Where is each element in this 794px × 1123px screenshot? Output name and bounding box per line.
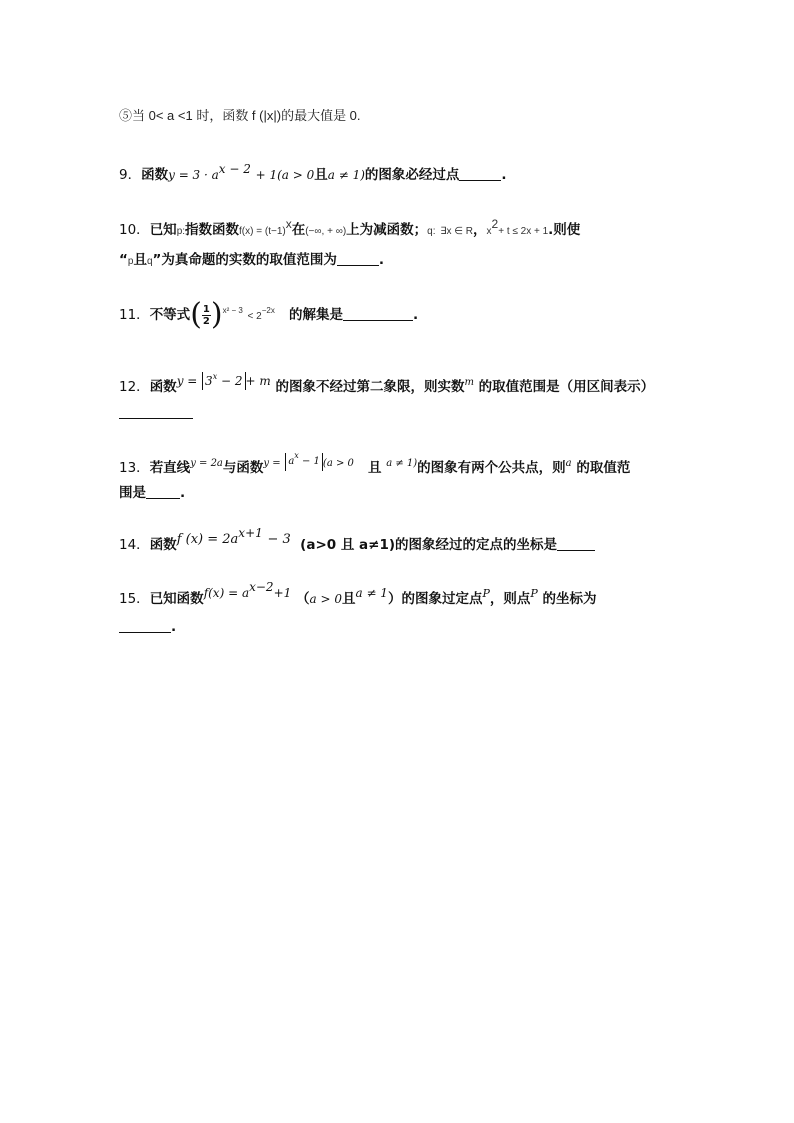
statement-5-text: ⑤当 0< a <1 时，函数 f (|x|)的最大值是 0. xyxy=(119,108,361,123)
q9-formula2: + 1(a > 0 xyxy=(255,168,315,182)
q13-and: 且 xyxy=(368,460,382,476)
q10-text3: 上为减函数； xyxy=(346,222,428,238)
q10-end: . xyxy=(378,252,385,268)
q10-text4: .则使 xyxy=(548,222,581,238)
q10-text2: 在 xyxy=(291,222,306,238)
question-15-line2 xyxy=(119,618,176,636)
q10-q: q xyxy=(146,256,153,267)
q13-end: . xyxy=(180,485,186,501)
right-paren: ) xyxy=(210,297,223,332)
q13-cond: (a > 0 xyxy=(322,458,354,469)
q12-absolute xyxy=(202,372,245,390)
q12-y: y = xyxy=(176,374,198,388)
question-number: 13． xyxy=(119,460,150,476)
q15-P2: P xyxy=(530,587,538,600)
q15-cond-a: a > 0 xyxy=(309,592,342,606)
q11-exponent: x² − 3 xyxy=(222,306,243,315)
q13-cond2: a ≠ 1) xyxy=(386,458,418,469)
q11-pre: 不等式 xyxy=(149,307,191,323)
q15-function: f(x) = a xyxy=(203,586,250,600)
question-12-line2 xyxy=(119,404,193,422)
q11-exponent2: −2x xyxy=(261,306,275,315)
q13-absolute xyxy=(285,453,323,471)
left-paren: ( xyxy=(190,297,202,332)
question-11 xyxy=(119,297,419,332)
answer-blank[interactable] xyxy=(146,486,180,499)
q13-post: 的图象有两个公共点，则 xyxy=(417,460,566,476)
q13-abs-base: a xyxy=(288,456,295,467)
q10-pre: 已知 xyxy=(149,222,177,238)
answer-blank[interactable] xyxy=(119,406,193,419)
q10-p: p xyxy=(127,256,134,267)
fraction-numerator: 1 xyxy=(202,303,210,315)
q12-post: 的图象不经过第二象限，则实数 xyxy=(275,379,465,395)
q9-formula: y = 3 · a xyxy=(168,168,219,182)
q15-pre: 已知函数 xyxy=(149,591,204,607)
q12-abs-exp: x xyxy=(212,372,218,381)
q12-post2: 的取值范围是（用区间表示） xyxy=(478,379,655,395)
q15-exponent: x−2 xyxy=(249,580,274,594)
q12-abs-base: 3 xyxy=(205,374,213,388)
question-14 xyxy=(119,526,595,555)
q12-pre: 函数 xyxy=(149,379,177,395)
answer-blank[interactable] xyxy=(119,620,171,633)
answer-blank[interactable] xyxy=(343,308,413,321)
question-number: 11． xyxy=(119,307,150,323)
q15-and: 且 xyxy=(341,591,356,607)
answer-blank[interactable] xyxy=(337,253,379,266)
q10-quote-open: “ xyxy=(119,252,128,268)
q12-plus-m: + m xyxy=(245,374,271,388)
question-number: 10． xyxy=(119,222,150,238)
q10-and: 且 xyxy=(133,252,147,268)
question-15 xyxy=(119,580,597,609)
q15-cond-b: a ≠ 1 xyxy=(355,586,388,600)
q15-P: P xyxy=(482,587,490,600)
fraction-denominator: 2 xyxy=(202,315,210,327)
q14-post: 的图象经过的定点的坐标是 xyxy=(395,537,558,553)
question-13 xyxy=(119,451,631,479)
q10-text1: 指数函数 xyxy=(185,222,240,238)
q10-ineq-exp: 2 xyxy=(491,217,499,231)
q15-post3: 的坐标为 xyxy=(542,591,597,607)
q14-function: f (x) = 2a xyxy=(176,532,239,547)
q10-line2-text: ”为真命题的实数的取值范围为 xyxy=(152,252,337,268)
question-number: 15． xyxy=(119,591,150,607)
q9-post: 的图象必经过点 xyxy=(364,167,460,183)
q13-line: y = 2a xyxy=(190,458,223,469)
q15-function2: +1 xyxy=(273,586,292,600)
statement-5 xyxy=(119,107,361,125)
q14-pre: 函数 xyxy=(149,537,177,553)
q14-exponent: x+1 xyxy=(238,526,263,540)
q13-abs-exp: x xyxy=(294,451,299,460)
q9-pre: 函数 xyxy=(141,167,169,183)
q10-q-label: q: xyxy=(427,226,436,237)
question-number: 12． xyxy=(119,379,150,395)
q13-abs-rest: − 1 xyxy=(298,456,320,467)
q13-a: a xyxy=(565,458,572,469)
question-10-line2 xyxy=(119,251,384,271)
fraction-one-half xyxy=(202,304,211,327)
q10-fexp: x xyxy=(285,217,292,231)
q12-abs-rest: − 2 xyxy=(217,374,243,388)
answer-blank[interactable] xyxy=(557,538,595,551)
q15-post: 的图象过定点 xyxy=(401,591,483,607)
q10-ineq2: + t ≤ 2x + 1 xyxy=(498,226,549,237)
q14-function2: − 3 xyxy=(267,532,291,547)
q10-ineq: x xyxy=(486,226,492,237)
q10-p-label: p: xyxy=(176,226,186,237)
question-12 xyxy=(119,372,655,398)
q11-post: 的解集是 xyxy=(288,307,343,323)
q12-m: m xyxy=(464,377,474,388)
q9-formula3: a ≠ 1) xyxy=(327,168,365,182)
q9-exponent: x − 2 xyxy=(218,162,251,176)
q13-y: y = xyxy=(263,458,281,469)
q13-mid: 与函数 xyxy=(222,460,264,476)
q13-pre: 若直线 xyxy=(149,460,191,476)
q11-lt: < 2 xyxy=(247,311,262,322)
question-10 xyxy=(119,217,581,241)
q15-cond-open: （ xyxy=(295,591,310,607)
q9-end: . xyxy=(501,167,507,183)
answer-blank[interactable] xyxy=(459,168,501,181)
q13-post2: 的取值范 xyxy=(576,460,631,476)
question-9 xyxy=(119,162,507,184)
question-number: 9． xyxy=(119,167,142,183)
q15-end: . xyxy=(171,619,177,635)
q10-exists: ∃x ∈ R xyxy=(440,226,474,237)
q10-comma: ， xyxy=(473,222,487,238)
q9-and: 且 xyxy=(314,167,328,183)
q11-end: . xyxy=(412,307,419,323)
q10-interval: (−∞, + ∞) xyxy=(305,226,347,237)
q14-cond: (a>0 且 a≠1) xyxy=(300,537,396,553)
question-number: 14． xyxy=(119,537,150,553)
q15-post2: ，则点 xyxy=(489,591,531,607)
q10-function: f(x) = (t−1) xyxy=(239,226,286,237)
q15-cond-close: ） xyxy=(387,591,402,607)
q13-line2: 围是 xyxy=(119,485,146,501)
question-13-line2 xyxy=(119,484,185,502)
